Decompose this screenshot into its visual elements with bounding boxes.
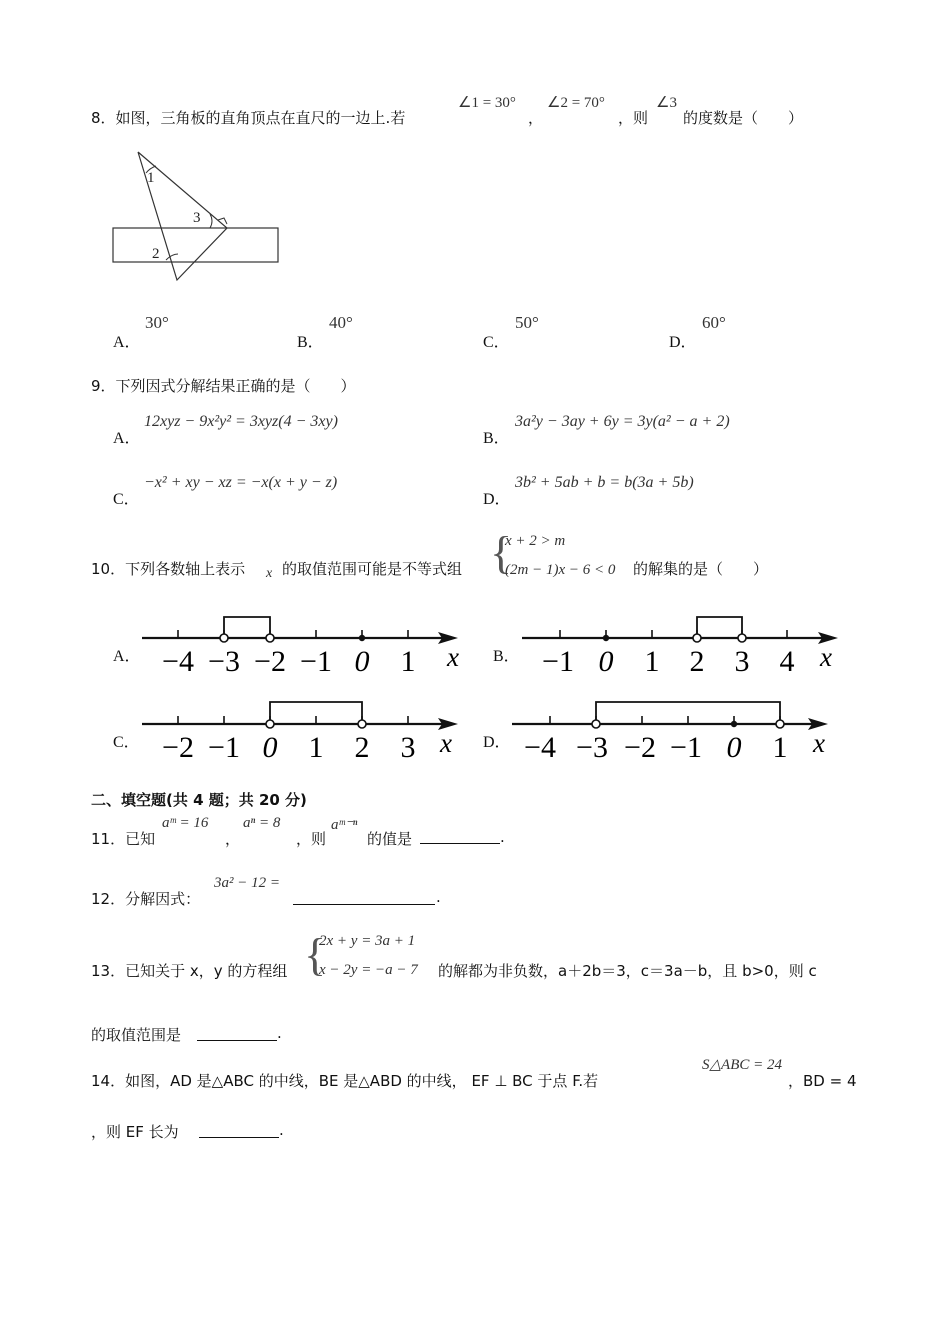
q10-stem-mid: 的取值范围可能是不等式组: [282, 560, 463, 578]
q13-system-brace: {: [304, 929, 327, 980]
q11-prefix: 11．已知: [91, 830, 156, 848]
open-endpoint: [738, 634, 746, 642]
angle2-arc: [166, 254, 178, 260]
axis-var: x: [820, 642, 832, 672]
q10-axis-b-letter: B．: [493, 648, 520, 665]
tick-label: 1: [400, 645, 416, 678]
q14-area: S△ABC = 24: [702, 1057, 782, 1073]
tick-label: 1: [644, 645, 660, 678]
q10-line2: (2m − 1)x − 6 < 0: [505, 562, 616, 578]
tick-label: 2: [354, 731, 370, 764]
open-endpoint: [358, 720, 366, 728]
q13-prefix: 13．已知关于 x，y 的方程组: [91, 962, 288, 980]
q11-sep: ，: [225, 830, 241, 848]
ruler-rect: [113, 228, 278, 262]
q8-figure: [100, 140, 300, 290]
open-endpoint: [266, 634, 274, 642]
tick-label: −4: [524, 731, 556, 764]
tick-label: 0: [354, 645, 370, 678]
q13-suffix: 的解都为非负数，a＋2b＝3，c＝3a－b，且 b>0，则 c: [438, 962, 817, 980]
section2-title: 二、填空题(共 4 题；共 20 分): [91, 791, 307, 809]
q10-stem-prefix: 10．下列各数轴上表示: [91, 560, 246, 578]
tick-label: −2: [162, 731, 194, 764]
q13-line1: 2x + y = 3a + 1: [319, 933, 416, 949]
q10-line1: x + 2 > m: [505, 533, 566, 549]
q13-line-b: 的取值范围是: [91, 1026, 182, 1044]
q8-option-b-value: 40°: [329, 313, 353, 332]
q10-axis-b: [520, 608, 850, 683]
tick-label: −1: [300, 645, 332, 678]
tick-label: −3: [208, 645, 240, 678]
q14-answer-blank[interactable]: [199, 1123, 279, 1142]
q8-stem-suffix: 的度数是（ ）: [683, 109, 804, 127]
tick-label: 1: [308, 731, 324, 764]
q8-angle2: ∠2 = 70°: [547, 95, 605, 111]
open-endpoint: [266, 720, 274, 728]
tick-label: −2: [254, 645, 286, 678]
open-endpoint: [693, 634, 701, 642]
tick-label: 3: [400, 731, 416, 764]
q8-angle3: ∠3: [656, 95, 677, 111]
tick-label: 2: [689, 645, 705, 678]
tick-label: 1: [772, 731, 788, 764]
q10-axis-a: [140, 608, 470, 683]
q8-option-d-value: 60°: [702, 313, 726, 332]
axis-var: x: [813, 728, 825, 758]
tick-label: 0: [262, 731, 278, 764]
q14-text2: ，则 EF 长为: [91, 1123, 179, 1141]
q13-end: .: [277, 1024, 282, 1042]
q11-expr1: aᵐ = 16: [162, 815, 209, 831]
origin-dot: [731, 721, 737, 727]
origin-dot: [359, 635, 365, 641]
q10-axis-c-letter: C．: [113, 734, 140, 751]
q11-answer-blank[interactable]: [420, 829, 500, 848]
q14-bd: ，BD = 4: [788, 1072, 857, 1090]
q11-mid: ，则: [296, 830, 327, 848]
fig-label-2: 2: [152, 246, 160, 262]
q9-option-c-expr: −x² + xy − xz = −x(x + y − z): [144, 474, 338, 491]
q8-option-a-letter: A．: [113, 334, 141, 351]
q12-expr: 3a² − 12 =: [214, 875, 280, 891]
range-bracket: [697, 617, 742, 634]
q8-angle1: ∠1 = 30°: [458, 95, 516, 111]
q11-end: .: [500, 828, 505, 846]
q8-option-c-letter: C．: [483, 334, 510, 351]
tick-label: −1: [542, 645, 574, 678]
q9-option-c-letter: C．: [113, 491, 140, 508]
q8-option-c-value: 50°: [515, 313, 539, 332]
q9-option-b-expr: 3a²y − 3ay + 6y = 3y(a² − a + 2): [515, 413, 730, 430]
q10-stem-suffix: 的解集的是（ ）: [633, 560, 769, 578]
q8-option-b-letter: B．: [297, 334, 324, 351]
q12-end: .: [436, 888, 441, 906]
q9-option-a-expr: 12xyz − 9x²y² = 3xyz(4 − 3xy): [144, 413, 338, 430]
q10-axis-d: [510, 694, 840, 769]
q13-answer-blank[interactable]: [197, 1026, 277, 1045]
q8-sep1: ，: [528, 109, 544, 127]
fig-label-3: 3: [193, 210, 201, 226]
q12-prefix: 12．分解因式：: [91, 890, 201, 908]
open-endpoint: [592, 720, 600, 728]
origin-dot: [603, 635, 609, 641]
q12-answer-blank[interactable]: [293, 890, 435, 909]
tick-label: −4: [162, 645, 194, 678]
q9-option-a-letter: A．: [113, 430, 141, 447]
open-endpoint: [776, 720, 784, 728]
q9-option-b-letter: B．: [483, 430, 510, 447]
open-endpoint: [220, 634, 228, 642]
q10-axis-a-letter: A．: [113, 648, 141, 665]
tick-label: 4: [779, 645, 795, 678]
q10-system-brace: {: [490, 527, 513, 578]
q10-var: x: [266, 566, 273, 581]
q8-option-a-value: 30°: [145, 313, 169, 332]
q14-text1: 14．如图，AD 是△ABC 的中线，BE 是△ABD 的中线， EF ⊥ BC 于点 F.若: [91, 1072, 599, 1090]
angle3-arc: [210, 214, 212, 228]
axis-var: x: [447, 642, 459, 672]
q10-axis-d-letter: D．: [483, 734, 511, 751]
q8-stem-prefix: 8．如图，三角板的直角顶点在直尺的一边上.若: [91, 109, 406, 127]
tick-label: −3: [576, 731, 608, 764]
q11-suffix: 的值是: [367, 830, 413, 848]
q9-option-d-expr: 3b² + 5ab + b = b(3a + 5b): [515, 474, 694, 491]
q11-expr3: aᵐ⁻ⁿ: [331, 817, 358, 833]
q10-axis-c: [140, 694, 470, 769]
q13-line2: x − 2y = −a − 7: [319, 962, 418, 978]
range-bracket: [224, 617, 270, 634]
fig-label-1: 1: [147, 170, 155, 186]
axis-var: x: [440, 728, 452, 758]
q8-sep2: ，则: [618, 109, 649, 127]
tick-label: 0: [598, 645, 614, 678]
tick-label: −1: [208, 731, 240, 764]
q11-expr2: aⁿ = 8: [243, 815, 281, 831]
q9-option-d-letter: D．: [483, 491, 511, 508]
q9-stem: 9．下列因式分解结果正确的是（ ）: [91, 377, 356, 395]
tick-label: −1: [670, 731, 702, 764]
q8-option-d-letter: D．: [669, 334, 697, 351]
tick-label: 0: [726, 731, 742, 764]
q14-end: .: [279, 1121, 284, 1139]
tick-label: 3: [734, 645, 750, 678]
tick-label: −2: [624, 731, 656, 764]
